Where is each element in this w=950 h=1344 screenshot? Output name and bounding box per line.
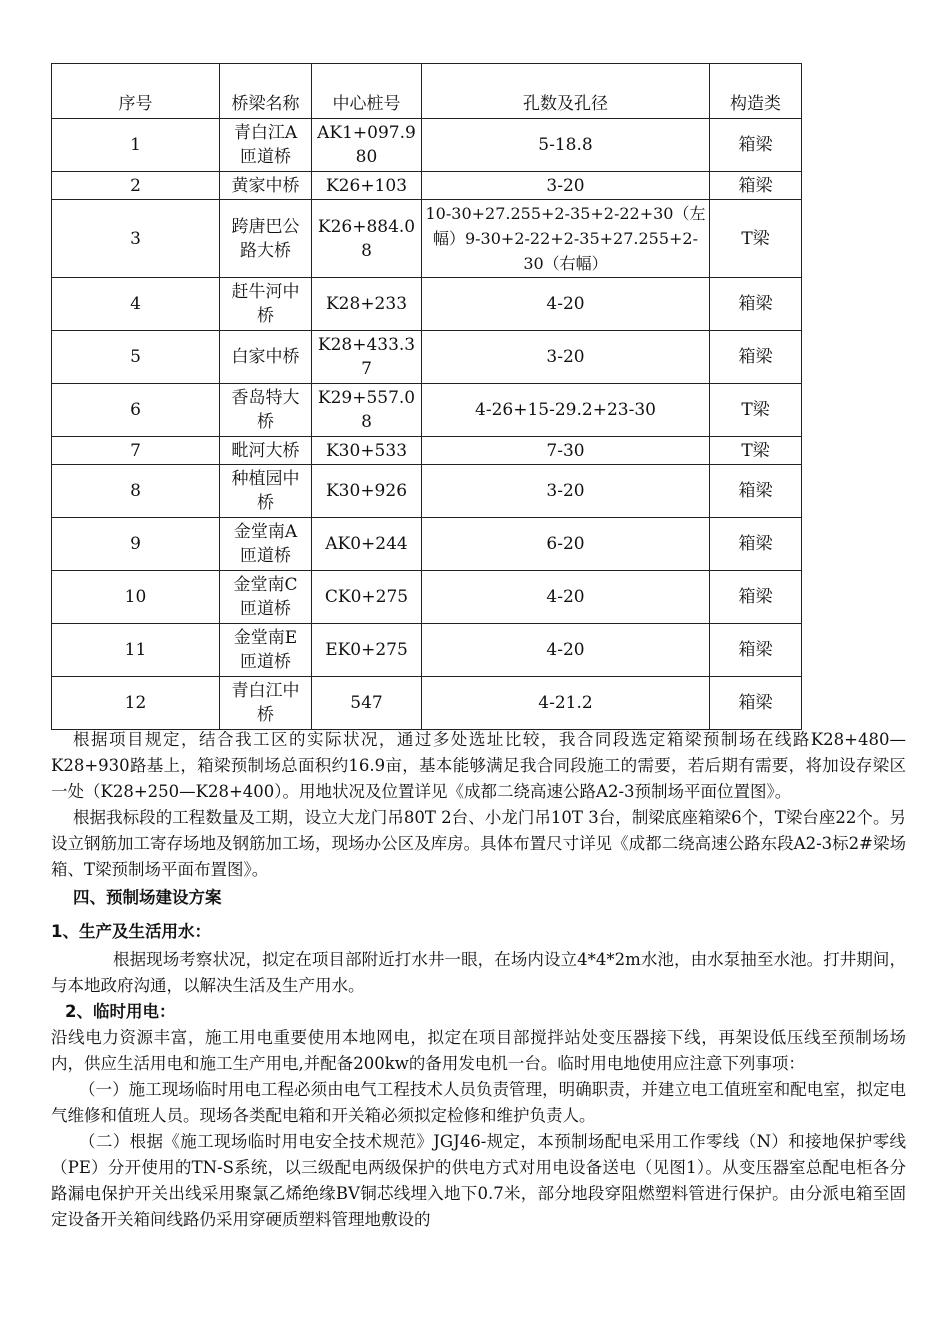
cell-name: 种植园中桥 bbox=[220, 465, 312, 518]
cell-type: 箱梁 bbox=[710, 278, 802, 331]
cell-no: 2 bbox=[52, 172, 220, 200]
cell-no: 6 bbox=[52, 384, 220, 437]
paragraph-equipment: 根据我标段的工程数量及工期，设立大龙门吊80T 2台、小龙门吊10T 3台，制梁底座箱梁6个，T梁台座22个。另设立钢筋加工寄存场地及钢筋加工场，现场办公区及库房。具体布置尺寸详见《成都二绕高速公路东段A2-3标2#梁场箱、T梁预制场平面布置图》。 bbox=[51, 808, 906, 879]
cell-spans: 4-20 bbox=[422, 624, 710, 677]
cell-type: T梁 bbox=[710, 437, 802, 465]
table-row bbox=[52, 677, 802, 730]
paragraph-water: 根据现场考察状况，拟定在项目部附近打水井一眼，在场内设立4*4*2m水池，由水泵抽至水池。打井期间，与本地政府沟通，以解决生活及生产用水。 bbox=[51, 950, 906, 995]
cell-name: 香岛特大桥 bbox=[220, 384, 312, 437]
cell-station: K29+557.08 bbox=[312, 384, 422, 437]
cell-no: 1 bbox=[52, 119, 220, 172]
cell-station: 547 bbox=[312, 677, 422, 730]
cell-name: 青白江A匝道桥 bbox=[220, 119, 312, 172]
paragraph-power-item-1: （一）施工现场临时用电工程必须由电气工程技术人员负责管理，明确职责，并建立电工值班室和配电室，拟定电气维修和值班人员。现场各类配电箱和开关箱必须拟定检修和维护负责人。 bbox=[51, 1080, 906, 1125]
cell-type: 箱梁 bbox=[710, 571, 802, 624]
table-row bbox=[52, 331, 802, 384]
cell-no: 4 bbox=[52, 278, 220, 331]
cell-name: 金堂南A匝道桥 bbox=[220, 518, 312, 571]
cell-station: K30+926 bbox=[312, 465, 422, 518]
cell-spans: 4-20 bbox=[422, 571, 710, 624]
header-name: 桥梁名称 bbox=[220, 64, 312, 119]
cell-name: 白家中桥 bbox=[220, 331, 312, 384]
cell-no: 11 bbox=[52, 624, 220, 677]
cell-spans: 7-30 bbox=[422, 437, 710, 465]
bridge-table bbox=[51, 63, 802, 730]
table-row bbox=[52, 624, 802, 677]
cell-name: 金堂南E匝道桥 bbox=[220, 624, 312, 677]
body-text bbox=[51, 727, 906, 1233]
cell-type: 箱梁 bbox=[710, 518, 802, 571]
cell-spans: 6-20 bbox=[422, 518, 710, 571]
cell-spans: 4-26+15-29.2+23-30 bbox=[422, 384, 710, 437]
cell-type: 箱梁 bbox=[710, 331, 802, 384]
cell-spans: 5-18.8 bbox=[422, 119, 710, 172]
cell-type: 箱梁 bbox=[710, 624, 802, 677]
cell-name: 金堂南C匝道桥 bbox=[220, 571, 312, 624]
table-row bbox=[52, 571, 802, 624]
cell-station: K30+533 bbox=[312, 437, 422, 465]
table-row bbox=[52, 465, 802, 518]
header-no: 序号 bbox=[52, 64, 220, 119]
table-header-row bbox=[52, 64, 802, 119]
cell-spans: 4-21.2 bbox=[422, 677, 710, 730]
subsection-heading-power: 2、临时用电： bbox=[65, 1002, 176, 1021]
cell-name: 赶牛河中桥 bbox=[220, 278, 312, 331]
cell-spans: 10-30+27.255+2-35+2-22+30（左幅）9-30+2-22+2-35+27.255+2-30（右幅） bbox=[422, 200, 710, 278]
header-station: 中心桩号 bbox=[312, 64, 422, 119]
section-heading: 四、预制场建设方案 bbox=[73, 888, 222, 907]
cell-station: K26+103 bbox=[312, 172, 422, 200]
cell-type: 箱梁 bbox=[710, 119, 802, 172]
cell-station: K26+884.08 bbox=[312, 200, 422, 278]
table-row bbox=[52, 200, 802, 278]
cell-type: T梁 bbox=[710, 200, 802, 278]
table-row bbox=[52, 278, 802, 331]
table-row bbox=[52, 172, 802, 200]
cell-station: EK0+275 bbox=[312, 624, 422, 677]
subsection-heading-water: 1、生产及生活用水： bbox=[51, 922, 211, 941]
header-spans: 孔数及孔径 bbox=[422, 64, 710, 119]
cell-name: 跨唐巴公路大桥 bbox=[220, 200, 312, 278]
cell-no: 3 bbox=[52, 200, 220, 278]
cell-spans: 3-20 bbox=[422, 331, 710, 384]
paragraph-power-item-2: （二）根据《施工现场临时用电安全技术规范》JGJ46-规定，本预制场配电采用工作零线（N）和接地保护零线（PE）分开使用的TN-S系统，以三级配电两级保护的供电方式对用电设备送电（见图1）。从变压器室总配电柜各分路漏电保护开关出线采用聚氯乙烯绝缘BV铜芯线埋入地下0.7米，部分地段穿阻燃塑料管进行保护。由分派电箱至固定设备开关箱间线路仍采用穿硬质塑料管理地敷设的 bbox=[51, 1132, 906, 1229]
table-row bbox=[52, 119, 802, 172]
cell-spans: 3-20 bbox=[422, 172, 710, 200]
cell-spans: 3-20 bbox=[422, 465, 710, 518]
table-row bbox=[52, 518, 802, 571]
cell-station: AK1+097.980 bbox=[312, 119, 422, 172]
table-row bbox=[52, 437, 802, 465]
cell-no: 12 bbox=[52, 677, 220, 730]
cell-type: T梁 bbox=[710, 384, 802, 437]
cell-no: 10 bbox=[52, 571, 220, 624]
cell-spans: 4-20 bbox=[422, 278, 710, 331]
cell-type: 箱梁 bbox=[710, 465, 802, 518]
table-row bbox=[52, 384, 802, 437]
cell-no: 5 bbox=[52, 331, 220, 384]
cell-no: 8 bbox=[52, 465, 220, 518]
cell-station: CK0+275 bbox=[312, 571, 422, 624]
paragraph-power: 沿线电力资源丰富，施工用电重要使用本地网电，拟定在项目部搅拌站处变压器接下线，再架设低压线至预制场场内，供应生活用电和施工生产用电,并配备200kw的备用发电机一台。临时用电地使用应注意下列事项： bbox=[51, 1028, 906, 1073]
cell-name: 毗河大桥 bbox=[220, 437, 312, 465]
cell-no: 7 bbox=[52, 437, 220, 465]
cell-station: AK0+244 bbox=[312, 518, 422, 571]
cell-name: 黄家中桥 bbox=[220, 172, 312, 200]
paragraph-site-selection: 根据项目规定，结合我工区的实际状况，通过多处选址比较，我合同段选定箱梁预制场在线路K28+480—K28+930路基上，箱梁预制场总面积约16.9亩，基本能够满足我合同段施工的需要，若后期有需要，将加设存梁区一处（K28+250—K28+400）。用地状况及位置详见《成都二绕高速公路A2-3预制场平面位置图》。 bbox=[51, 730, 906, 801]
header-type: 构造类 bbox=[710, 64, 802, 119]
cell-station: K28+233 bbox=[312, 278, 422, 331]
cell-no: 9 bbox=[52, 518, 220, 571]
cell-station: K28+433.37 bbox=[312, 331, 422, 384]
cell-type: 箱梁 bbox=[710, 677, 802, 730]
cell-name: 青白江中桥 bbox=[220, 677, 312, 730]
cell-type: 箱梁 bbox=[710, 172, 802, 200]
